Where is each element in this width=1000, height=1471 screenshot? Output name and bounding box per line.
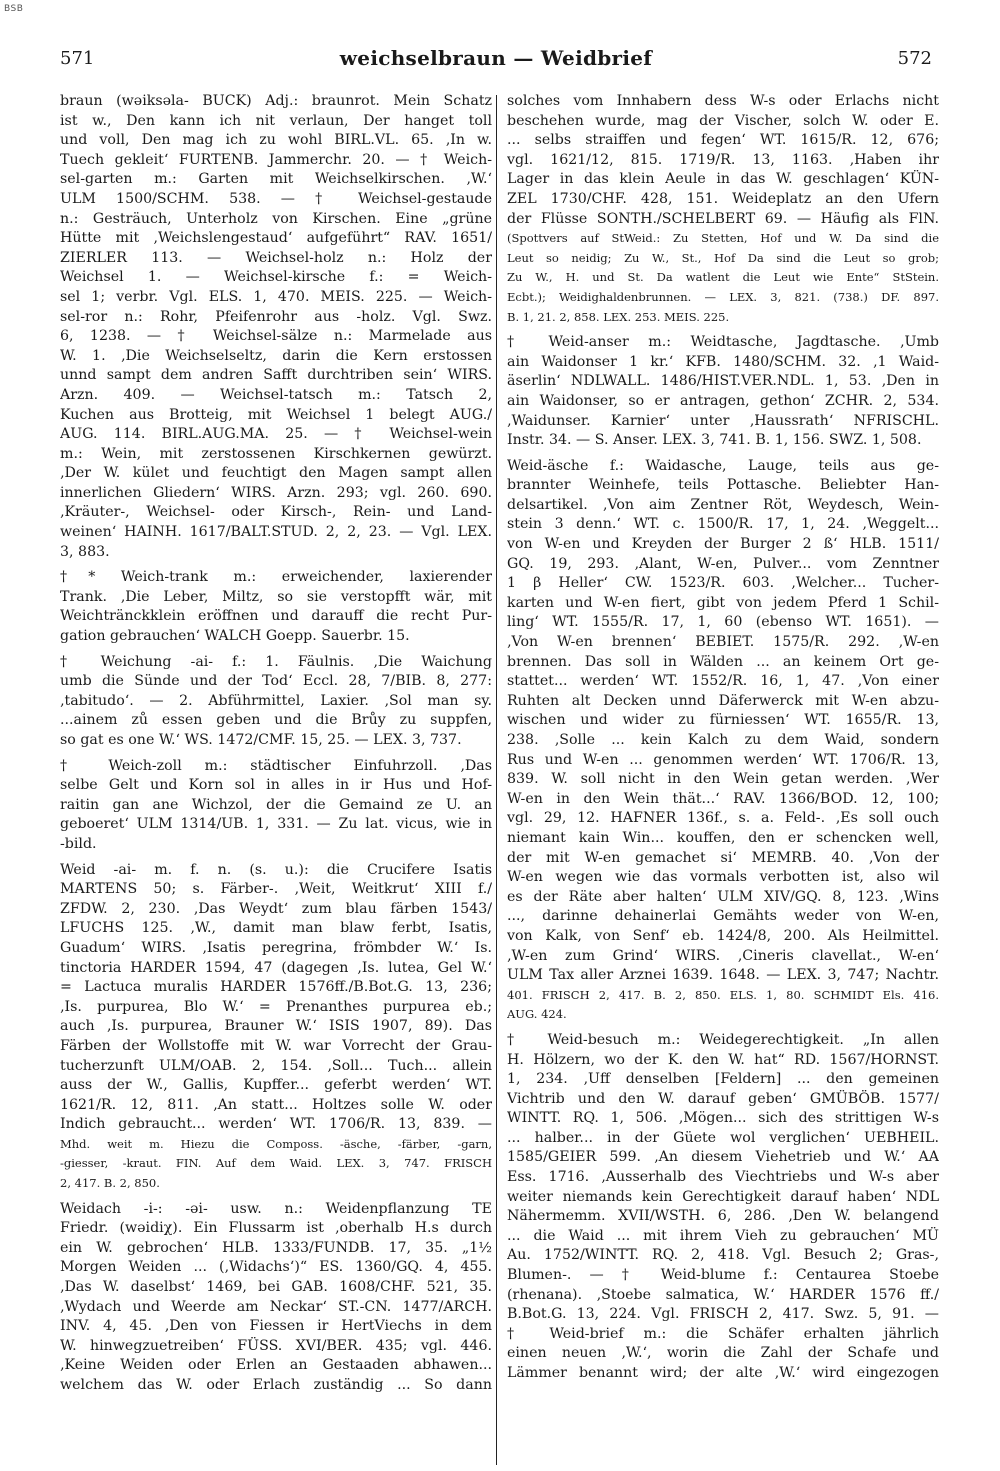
- right-column-line: von Kalk, von Senf‘ eb. 1424/8, 200. Als Heilmittel.: [507, 927, 939, 944]
- left-column-line: raitin gan ane Wichzol, der die Gemaind ze U. an: [60, 796, 492, 813]
- column-divider: [496, 95, 497, 1465]
- left-column-line: selbe Gelt und Korn sol in alles in ir Hus und Hof-: [60, 777, 492, 794]
- right-column-line: brennen. Das soll in Wälden ... an keinem Ort ge-: [507, 653, 939, 670]
- right-column-line: ‚Waidunser. Karnier‘ unter ‚Haussrath‘ NFRISCHL.: [507, 412, 939, 429]
- right-column: [507, 92, 939, 1384]
- left-column-line: ‚Is. purpurea, Blo W.‘ = Prenanthes purpurea eb.;: [60, 998, 492, 1015]
- left-column-line: innerlichen Gliedern‘ WIRS. Arzn. 293; vgl. 260. 690.: [60, 484, 492, 501]
- page-header: [60, 44, 932, 74]
- right-column-line: delsartikel. ‚Von aim Zentner Röt, Weydesch, Wein-: [507, 496, 939, 513]
- left-column-line: unnd sampt dem andren Safft durchtriben sein‘ WIRS.: [60, 367, 492, 384]
- right-column-line: ... selbs straiffen und fegen‘ WT. 1615/R. 12, 676;: [507, 132, 939, 149]
- left-column-line: 3, 883.: [60, 543, 110, 560]
- right-column-line: 401. FRISCH 2, 417. B. 2, 850. ELS. 1, 80. SCHMIDT Els. 416.: [507, 987, 939, 1002]
- left-column-line: so gat es one W.‘ WS. 1472/CMF. 15, 25. — LEX. 3, 737.: [60, 732, 462, 748]
- right-column-line: 1 β Heller‘ CW. 1523/R. 603. ‚Welcher... Tucher-: [507, 575, 939, 592]
- left-column-line: sel 1; verbr. Vgl. ELS. 1, 470. MEIS. 225. — Weich-: [60, 288, 492, 305]
- left-column-line: -bild.: [60, 835, 97, 852]
- left-column-line: auss der W., Gallis, Kupffer... geferbt werden‘ WT.: [60, 1077, 492, 1094]
- left-column-line: ZFDW. 2, 230. ‚Das Weydt‘ zum blau färben 1543/: [60, 900, 492, 917]
- left-column-line: ein W. gebrochen‘ HLB. 1333/FUNDB. 17, 35. „1½: [60, 1239, 492, 1256]
- left-column-line: auch ‚Is. purpurea, Brauner W.‘ ISIS 1907, 89). Das: [60, 1018, 492, 1035]
- right-column-line: Lager in das klein Aeule in das W. geschlagen‘ KÜN-: [507, 171, 939, 188]
- right-column-line: ‚W-en zum Grind‘ WIRS. ‚Cineris clavellat., W-en‘: [507, 947, 939, 964]
- left-page-number: 571: [60, 48, 95, 69]
- right-column-line: W-en in den Wein thät...‘ RAV. 1366/BOD. 12, 100;: [507, 790, 939, 807]
- left-column-line: Mhd. weit m. Hiezu die Composs. -äsche, -färber, -garn,: [60, 1136, 492, 1151]
- left-column-line: † Weichung -ai- f.: 1. Fäulnis. ‚Die Waichung: [60, 653, 492, 670]
- right-column-line: H. Hölzern, wo der K. den W. hat“ RD. 1567/HORNST.: [507, 1051, 939, 1068]
- left-column-line: LFUCHS 125. ‚W., damit man blaw ferbt, Isatis,: [60, 920, 492, 937]
- left-column-line: Tuech gekleit‘ FURTENB. Jammerchr. 20. — † Weich-: [60, 151, 492, 168]
- right-column-line: B. 1, 21. 2, 858. LEX. 253. MEIS. 225.: [507, 309, 730, 324]
- left-column-line: Weid -ai- m. f. n. (s. u.): die Crucifere Isatis: [60, 861, 492, 878]
- left-column-line: Färben der Wollstoffe mit W. war Vorrecht der Grau-: [60, 1037, 492, 1054]
- left-column-line: ‚Das W. daselbst‘ 1469, bei GAB. 1608/CHF. 521, 35.: [60, 1279, 492, 1296]
- right-column-line: ain Waidonser, so er antragen, gethon‘ ZCHR. 2, 534.: [507, 392, 939, 409]
- left-column-line: ‚Wydach und Weerde am Neckar‘ ST.-CN. 1477/ARCH.: [60, 1298, 492, 1315]
- right-column-line: B.Bot.G. 13, 224. Vgl. FRISCH 2, 417. Swz. 5, 91. —: [507, 1306, 939, 1323]
- right-column-line: Vichtrib und den W. darauf geben‘ GMÜBÖB. 1577/: [507, 1090, 939, 1107]
- left-column-line: Friedr. (wəidiχ). Ein Flussarm ist ‚oberhalb H.s durch: [60, 1220, 492, 1237]
- right-column-line: beschehen wurde, mag der Vischer, solch W. oder E.: [507, 112, 939, 129]
- right-column-line: vgl. 29, 12. HAFNER 136f., s. a. Feld-. ‚Es soll ouch: [507, 810, 939, 827]
- right-column-line: stattet... werden‘ WT. 1552/R. 16, 1, 47. ‚Von einer: [507, 673, 939, 690]
- left-column-line: Weichsel 1. — Weichsel-kirsche f.: = Weich-: [60, 269, 492, 286]
- right-column-line: (rhenana). ‚Stoebe salmatica, W.‘ HARDER 1576 ff./: [507, 1286, 939, 1303]
- right-column-line: Nähermemm. XVII/WSTH. 6, 286. ‚Den W. belangend: [507, 1208, 939, 1225]
- left-column-line: MARTENS 50; s. Färber-. ‚Weit, Weitkrut‘ XIII f./: [60, 881, 492, 898]
- right-column-line: Lämmer benannt wird; der alte ‚W.‘ wird eingezogen: [507, 1365, 939, 1381]
- left-column-line: Kuchen aus Brotteig, mit Weichsel 1 belegt AUG./: [60, 406, 492, 423]
- left-column-line: und voll, Den mag ich zu wohl BIRL.VL. 65. ‚In w.: [60, 132, 492, 149]
- left-column-line: ...ainem zů essen geben und die Brůy zu suppfen,: [60, 712, 492, 729]
- right-column-line: vgl. 1621/12, 815. 1719/R. 13, 1163. ‚Haben ihr: [507, 151, 939, 168]
- left-column-line: geboeret‘ ULM 1314/UB. 1, 331. — Zu lat. vicus, wie in: [60, 816, 492, 833]
- right-column-line: brannter Weinhefe, teils Pottasche. Beliebter Han-: [507, 477, 939, 494]
- right-column-line: 839. W. soll nicht in den Wein getan werden. ‚Wer: [507, 771, 939, 788]
- running-head: weichselbraun — Weidbrief: [339, 46, 653, 70]
- left-column-line: tucherzunft ULM/OAB. 2, 154. ‚Soll... Tuch... allein: [60, 1057, 492, 1074]
- right-column-line: Zu W., H. und St. Da watlent die Leut wie Ente“ StStein.: [507, 270, 939, 285]
- right-column-line: karten und W-en fiert, gibt von jedem Pferd 1 Schil-: [507, 594, 939, 611]
- left-column-line: braun (wəiksəla- BUCK) Adj.: braunrot. Mein Schatz: [60, 93, 492, 109]
- left-column-line: 6, 1238. — † Weichsel-sälze n.: Marmelade aus: [60, 328, 492, 345]
- left-column-line: ‚Kräuter-, Weichsel- oder Kirsch-, Rein- und Land-: [60, 504, 492, 521]
- right-column-line: wischen und wider zu fürniessen‘ WT. 1655/R. 13,: [507, 712, 939, 729]
- right-column-line: niemant kain Win... kouffen, den er schencken well,: [507, 829, 939, 846]
- left-column-line: tinctoria HARDER 1594, 47 (dagegen ‚Is. lutea, Gel W.‘: [60, 959, 492, 976]
- right-column-line: Ecbt.); Weidighaldenbrunnen. — LEX. 3, 821. (738.) DF. 897.: [507, 289, 939, 304]
- left-column-line: Trank. ‚Die Leber, Miltz, so sie verstopfft wär, mit: [60, 588, 492, 605]
- right-column-line: Leut so neidig; Zu W., St., Hof Da sind die Leut so grob;: [507, 250, 939, 265]
- right-column-line: Ess. 1716. ‚Ausserhalb des Viechtriebs und W-s aber: [507, 1169, 939, 1186]
- right-column-line: Rus und W-en ... genommen werden‘ WT. 1706/R. 13,: [507, 751, 939, 768]
- left-column-line: ULM 1500/SCHM. 538. — † Weichsel-gestaude: [60, 190, 492, 207]
- left-column-line: Guadum‘ WIRS. ‚Isatis peregrina, frömbder W.‘ Is.: [60, 939, 492, 956]
- right-column-line: es der Räte aber halten‘ ULM XIV/GQ. 8, 123. ‚Wins: [507, 888, 939, 905]
- right-column-line: der Flüsse SONTH./SCHELBERT 69. — Häufig als FlN.: [507, 210, 939, 227]
- left-column-line: sel-garten m.: Garten mit Weichselkirschen. ‚W.‘: [60, 171, 492, 188]
- right-column-line: weiter niemands kein Gerechtigkeit darauf haben‘ NDL: [507, 1188, 939, 1205]
- right-column-line: GQ. 19, 293. ‚Alant, W-en, Pulver... vom Zenntner: [507, 555, 939, 572]
- left-column-line: n.: Gesträuch, Unterholz von Kirschen. Eine „grüne: [60, 210, 492, 227]
- right-column-line: der mit W-en gemachet si‘ MEMRB. 40. ‚Von der: [507, 849, 939, 866]
- right-column-line: 1585/GEIER 599. ‚An diesem Viehetrieb und W.‘ AA: [507, 1149, 939, 1166]
- right-column-line: Ruhten alt Decken unnd Däferwerck mit W-en abzu-: [507, 692, 939, 709]
- right-column-line: ‚Von W-en brennen‘ BEBIET. 1575/R. 292. ‚W-en: [507, 634, 939, 651]
- right-column-line: ain Waidonser 1 kr.‘ KFB. 1480/SCHM. 32. ‚1 Waid-: [507, 353, 939, 370]
- right-column-line: ZEL 1730/CHF. 428, 151. Weideplatz an den Ufern: [507, 190, 939, 207]
- right-column-line: Instr. 34. — S. Anser. LEX. 3, 741. B. 1, 156. SWZ. 1, 508.: [507, 432, 922, 449]
- left-column-line: † Weich-zoll m.: städtischer Einfuhrzoll. ‚Das: [60, 757, 492, 774]
- left-column-line: -giesser, -kraut. FIN. Auf dem Waid. LEX. 3, 747. FRISCH: [60, 1156, 492, 1171]
- right-column-line: (Spottvers auf StWeid.: Zu Stetten, Hof und W. Da sind die: [507, 231, 939, 246]
- left-column-line: sel-ror n.: Rohr, Pfeifenrohr aus -holz. Vgl. Swz.: [60, 308, 492, 325]
- left-column-line: = Lactuca muralis HARDER 1576ff./B.Bot.G. 13, 236;: [60, 979, 492, 996]
- left-column-line: gation gebrauchen‘ WALCH Goepp. Sauerbr. 15.: [60, 628, 410, 645]
- right-column-line: von W-en und Kreyden der Burger 2 ß‘ HLB. 1511/: [507, 536, 939, 553]
- left-column-line: ist w., Den kann ich nit verlaun, Der hanget toll: [60, 112, 492, 129]
- right-column-line: äserlin‘ NDLWALL. 1486/HIST.VER.NDL. 1, 53. ‚Den in: [507, 373, 939, 390]
- right-column-line: ... halber... in der Güete wol verglichen‘ UEBHEIL.: [507, 1129, 939, 1146]
- right-column-line: solches vom Innhabern dess W-s oder Erlachs nicht: [507, 93, 939, 109]
- left-column-line: AUG. 114. BIRL.AUG.MA. 25. — † Weichsel-wein: [60, 426, 492, 443]
- left-column-line: W. hinwegzuetreiben‘ FÜSS. XVI/BER. 435; vgl. 446.: [60, 1337, 492, 1354]
- right-column-line: einen neuen ‚W.‘, worin die Zahl der Schafe und: [507, 1345, 939, 1362]
- left-column-line: ‚Keine Weiden oder Erlen an Gestaaden abhawen...: [60, 1357, 492, 1374]
- left-column-line: †* Weich-trank m.: erweichender, laxierender: [60, 569, 492, 586]
- right-column-line: 238. ‚Solle ... kein Kalch zu dem Waid, sondern: [507, 732, 939, 748]
- left-column-line: INV. 4, 45. ‚Den von Fiessen ir HertViechs in dem: [60, 1318, 492, 1335]
- left-column-line: welchem das W. oder Erlach zuständig ... So dann: [60, 1377, 492, 1393]
- left-column-line: W. 1. ‚Die Weichselseltz, darin die Kern erstossen: [60, 347, 492, 364]
- left-column-line: 2, 417. B. 2, 850.: [60, 1176, 160, 1191]
- left-column-line: ‚tabitudo‘. — 2. Abführmittel, Laxier. ‚Sol man sy.: [60, 692, 492, 709]
- left-column-line: Morgen Weiden ... (‚Widachs‘)“ ES. 1360/GQ. 4, 455.: [60, 1259, 492, 1276]
- left-column-line: Weidach -i-: -əi- usw. n.: Weidenpflanzung TE: [60, 1200, 492, 1217]
- left-column-line: Weichtränckklein eröffnen und darauff die recht Pur-: [60, 608, 492, 625]
- right-column-line: ... die Waid ... mit ihrem Vieh zu gebrauchen‘ MÜ: [507, 1227, 939, 1244]
- right-page-number: 572: [897, 48, 932, 69]
- right-column-line: W-en wegen wie das vormals verbotten ist, also wil: [507, 869, 939, 886]
- left-column-line: Indich gebraucht... werden‘ WT. 1706/R. 13, 839. —: [60, 1116, 492, 1133]
- right-column-line: Weid-äsche f.: Waidasche, Lauge, teils aus ge-: [507, 457, 939, 474]
- right-column-line: ULM Tax aller Arznei 1639. 1648. — LEX. 3, 747; Nachtr.: [507, 967, 939, 984]
- right-column-line: AUG. 424.: [507, 1007, 567, 1022]
- right-column-line: stein 3 denn.‘ WT. c. 1500/R. 17, 1, 24. ‚Weggelt...: [507, 516, 939, 533]
- left-column: [60, 92, 492, 1396]
- right-column-line: † Weid-besuch m.: Weidegerechtigkeit. „In allen: [507, 1031, 939, 1048]
- left-column-line: m.: Wein, mit zerstossenen Kirschkernen gewürzt.: [60, 445, 492, 462]
- left-column-line: Hütte mit ‚Weichslengestaud‘ aufgeführt“ RAV. 1651/: [60, 230, 492, 247]
- library-stamp: BSB: [4, 4, 24, 14]
- left-column-line: weinen‘ HAINH. 1617/BALT.STUD. 2, 2, 23. — Vgl. LEX.: [60, 524, 492, 541]
- right-column-line: † Weid-anser m.: Weidtasche, Jagdtasche. ‚Umb: [507, 334, 939, 351]
- right-column-line: 1, 234. ‚Uff denselben [Feldern] ... den gemeinen: [507, 1071, 939, 1088]
- left-column-line: ‚Der W. kület und feuchtigt den Magen sampt allen: [60, 465, 492, 482]
- right-column-line: ..., darinne dehainerlai Gemähts weder von W-en,: [507, 908, 939, 925]
- right-column-line: Blumen-. — † Weid-blume f.: Centaurea Stoebe: [507, 1267, 939, 1284]
- right-column-line: WINTT. RQ. 1, 506. ‚Mögen... sich des strittigen W-s: [507, 1110, 939, 1127]
- left-column-line: Arzn. 409. — Weichsel-tatsch m.: Tatsch 2,: [60, 386, 492, 403]
- left-column-line: umb die Sünde und der Tod‘ Eccl. 28, 7/BIB. 8, 277:: [60, 673, 492, 690]
- right-column-line: † Weid-brief m.: die Schäfer erhalten jährlich: [507, 1325, 939, 1342]
- right-column-line: Au. 1752/WINTT. RQ. 2, 418. Vgl. Besuch 2; Gras-,: [507, 1247, 939, 1264]
- right-column-line: ling‘ WT. 1555/R. 17, 1, 60 (ebenso WT. 1651). —: [507, 614, 939, 631]
- left-column-line: 1621/R. 12, 811. ‚An statt... Holtzes solle W. oder: [60, 1096, 492, 1113]
- left-column-line: ZIERLER 113. — Weichsel-holz n.: Holz der: [60, 249, 492, 266]
